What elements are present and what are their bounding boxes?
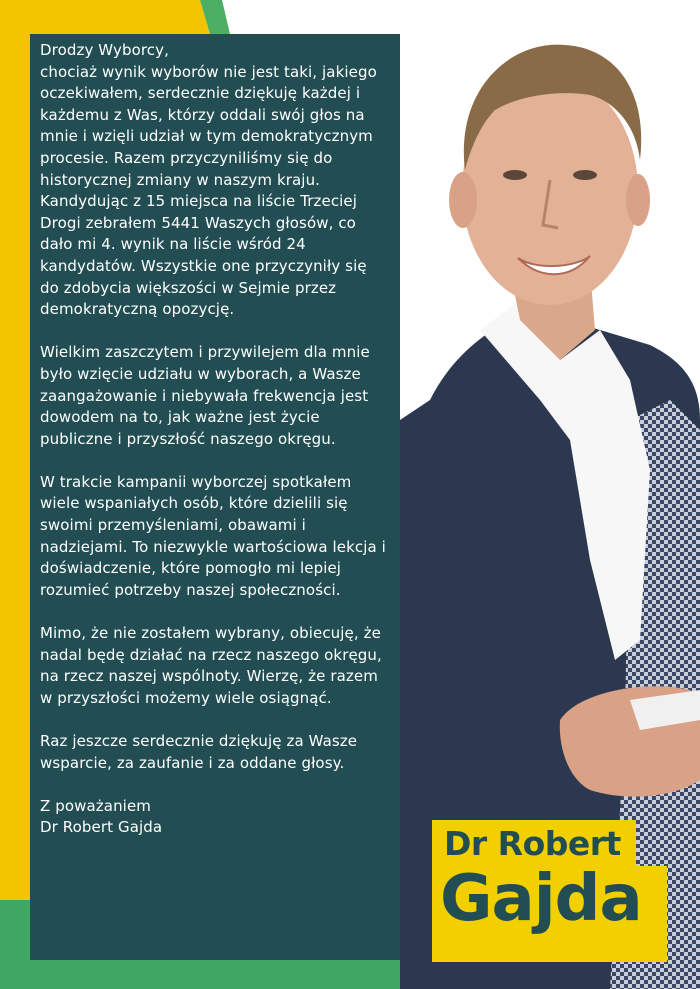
letter-paragraph-2: Wielkim zaszczytem i przywilejem dla mnie było wzięcie udziału w wyborach, a Wasze zaangażowanie i niebywała frekwencja jest dowodem na to, jak ważne jest życie publiczne i przyszłość naszego okręgu. (40, 343, 370, 448)
letter-text (40, 40, 390, 839)
letter-paragraph-3: W trakcie kampanii wyborczej spotkałem wiele wspaniałych osób, które dzielili się swoimi przemyśleniami, obawami i nadziejami. To niezwykle wartościowa lekcja i doświadczenie, które pomogło mi lepiej rozumieć potrzeby naszej społeczności. (40, 472, 386, 599)
bottom-green-left (0, 900, 34, 989)
top-yellow-corner (0, 0, 210, 34)
letter-panel (30, 34, 400, 960)
letter-signature: Z poważaniem Dr Robert Gajda (40, 796, 163, 837)
letter-paragraph-5: Raz jeszcze serdecznie dziękuję za Wasze wsparcie, za zaufanie i za oddane głosy. (40, 732, 358, 772)
letter-paragraph-4: Mimo, że nie zostałem wybrany, obiecuję, że nadal będę działać na rzecz naszego okręgu, na rzecz naszej wspólnoty. Wierzę, że razem w przyszłości możemy wiele osiągnąć. (40, 624, 382, 707)
candidate-first-name: Dr Robert (444, 824, 621, 863)
candidate-last-name: Gajda (440, 862, 642, 936)
bottom-green-corner (0, 960, 420, 989)
letter-paragraph-1: Drodzy Wyborcy, chociaż wynik wyborów nie jest taki, jakiego oczekiwałem, serdecznie dziękuję każdej i każdemu z Was, którzy oddali swój głos na mnie i wzięli udział w tym demokratycznym procesie. Razem przyczyniliśmy się do historycznej zmiany w naszym kraju. Kandydując z 15 miejsca na liście Trzeciej Drogi zebrałem 5441 Waszych głosów, co dało mi 4. wynik na liście wśród 24 kandydatów. Wszystkie one przyczyniły się do zdobycia większości w Sejmie przez demokratyczną opozycję. (40, 41, 377, 319)
left-yellow-stripe (0, 0, 34, 989)
